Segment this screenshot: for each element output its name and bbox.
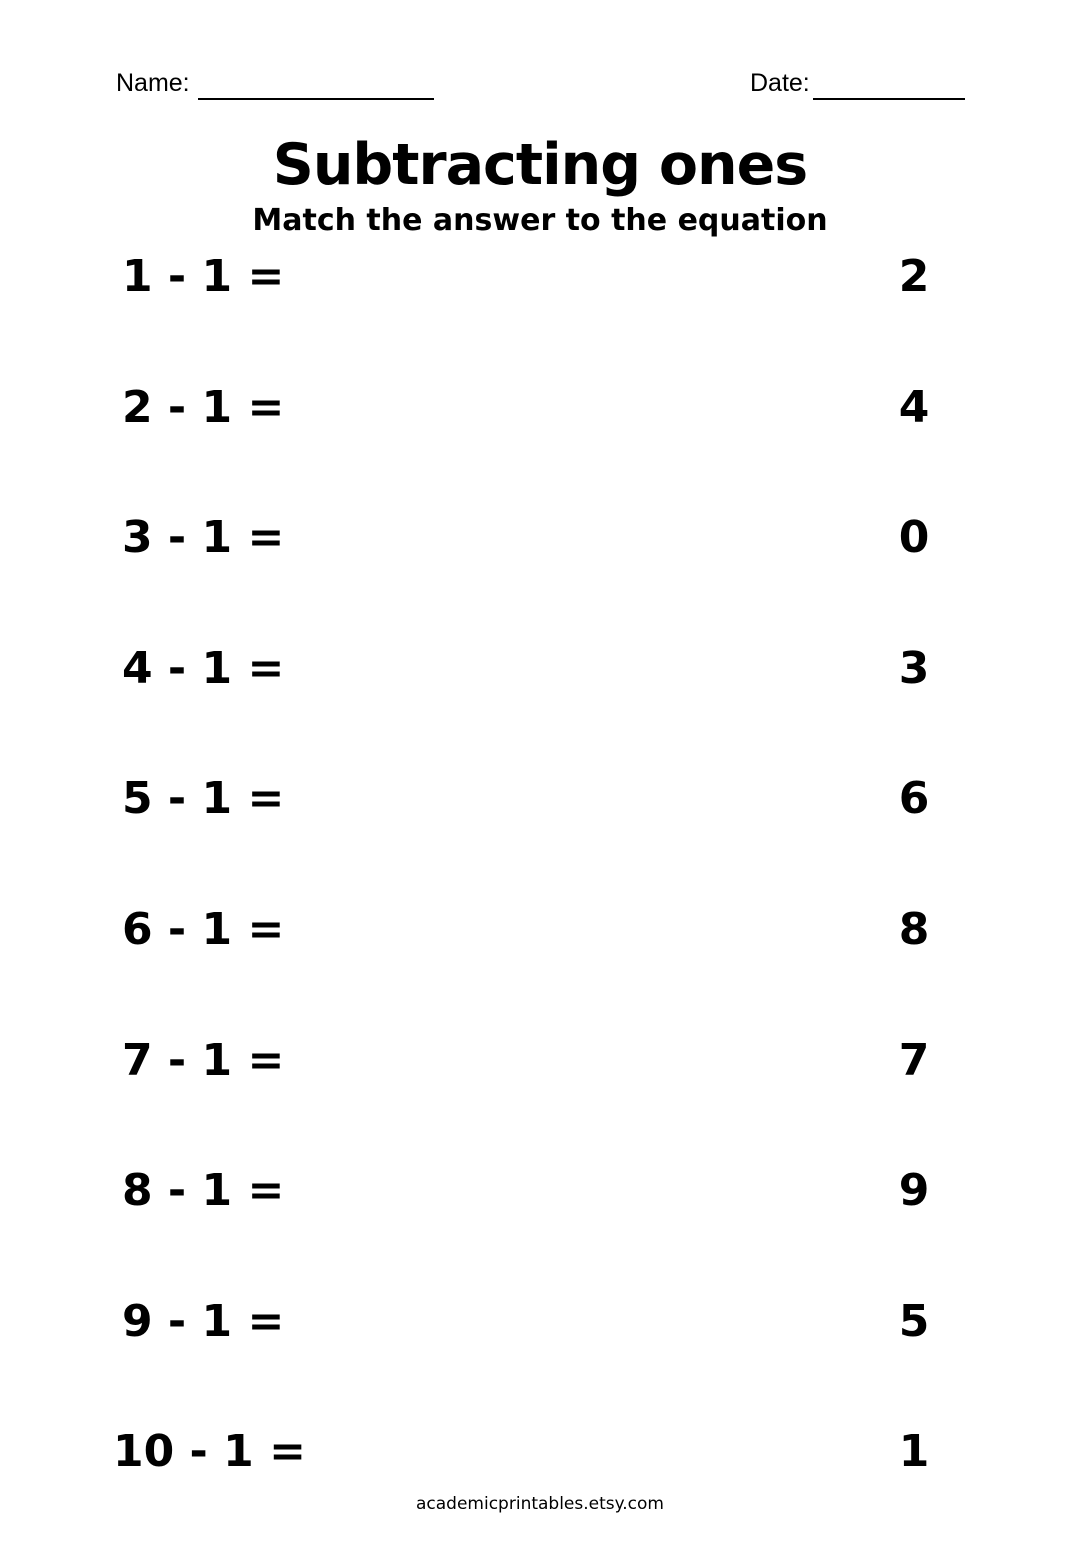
equation-row: [0, 769, 1080, 900]
equation-row: [0, 1292, 1080, 1423]
page-title: Subtracting ones: [272, 132, 808, 198]
answer-option: 0: [898, 512, 930, 564]
answer-option: 5: [898, 1295, 930, 1347]
answer-option: 9: [898, 1165, 930, 1217]
answer-option: 6: [898, 773, 930, 825]
equation-text: 9 - 1 =: [122, 1295, 285, 1347]
name-blank-line[interactable]: [198, 70, 434, 100]
equation-text: 8 - 1 =: [122, 1165, 285, 1217]
equation-text: 10 - 1 =: [113, 1426, 306, 1478]
equation-row: [0, 639, 1080, 770]
answer-option: 2: [898, 251, 930, 302]
date-blank-line[interactable]: [813, 70, 965, 100]
answer-option: 7: [898, 1034, 930, 1086]
equation-text: 2 - 1 =: [122, 381, 285, 433]
page-subtitle: Match the answer to the equation: [252, 203, 828, 238]
answer-option: 4: [898, 381, 930, 433]
equation-list: [0, 247, 1080, 1553]
answer-option: 1: [898, 1426, 930, 1478]
equation-text: 5 - 1 =: [122, 773, 285, 825]
footer-url: academicprintables.etsy.com: [416, 1494, 664, 1514]
name-label: Name:: [116, 69, 190, 97]
equation-row: [0, 1161, 1080, 1292]
equation-row: [0, 1422, 1080, 1553]
equation-text: 3 - 1 =: [122, 512, 285, 564]
date-field: [750, 66, 965, 100]
equation-text: 4 - 1 =: [122, 642, 285, 694]
equation-text: 6 - 1 =: [122, 903, 285, 955]
equation-row: [0, 900, 1080, 1031]
date-label: Date:: [750, 69, 810, 97]
answer-option: 8: [898, 903, 930, 955]
equation-text: 7 - 1 =: [122, 1034, 285, 1086]
equation-text: 1 - 1 =: [122, 251, 285, 302]
equation-row: [0, 508, 1080, 639]
equation-row: [0, 1031, 1080, 1162]
name-field: [116, 66, 434, 100]
answer-option: 3: [898, 642, 930, 694]
equation-row: [0, 378, 1080, 509]
equation-row: [0, 247, 1080, 378]
